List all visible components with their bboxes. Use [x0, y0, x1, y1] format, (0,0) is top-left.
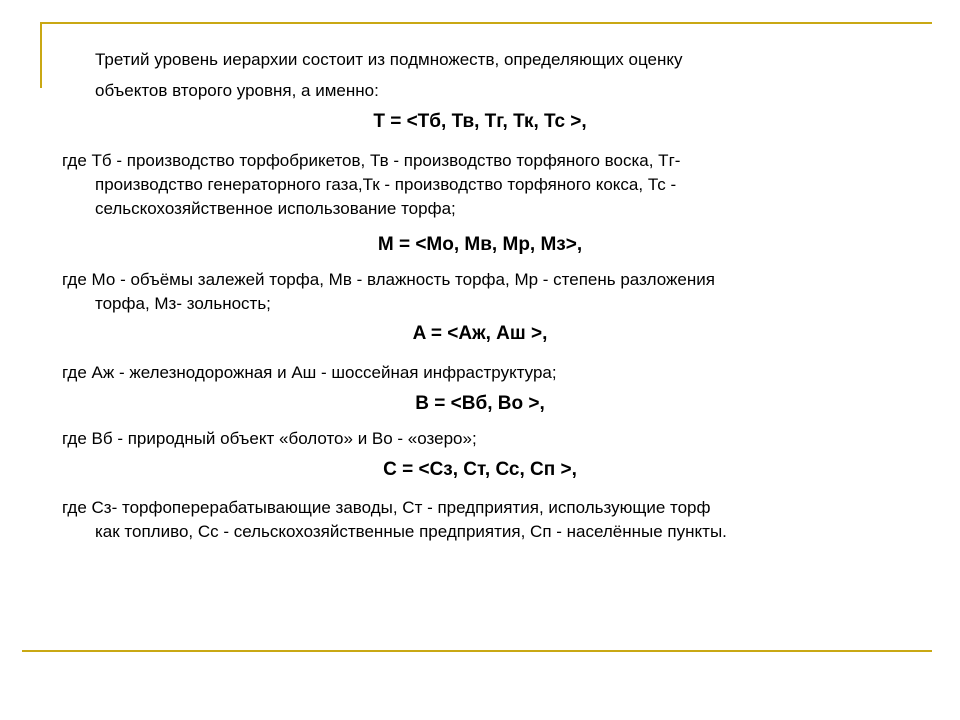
- definition-b-line-1: где Вб - природный объект «болото» и Во - «озеро»;: [62, 429, 477, 448]
- definition-m-line-2: торфа, Мз- зольность;: [95, 294, 271, 313]
- bottom-divider: [22, 650, 932, 652]
- formula-m: M = <Мо, Мв, Мр, Мз>,: [377, 234, 583, 255]
- top-divider: [40, 22, 932, 24]
- definition-t-line-3: сельскохозяйственное использование торфа;: [95, 199, 456, 218]
- definition-c-line-1: где Сз- торфоперерабатывающие заводы, Ст - предприятия, использующие торф: [62, 498, 711, 517]
- formula-t: T = <Tб, Тв, Тг, Тк, Тс >,: [373, 111, 587, 132]
- formula-a: A = <Аж, Аш >,: [412, 323, 548, 344]
- definition-t-line-2: производство генераторного газа,Тк - производство торфяного кокса, Тс -: [95, 175, 677, 194]
- formula-b: B = <Вб, Во >,: [415, 393, 545, 414]
- definition-m-line-1: где Мо - объёмы залежей торфа, Мв - влажность торфа, Мр - степень разложения: [62, 270, 715, 289]
- formula-c: C = <Сз, Ст, Сс, Сп >,: [383, 459, 577, 480]
- left-divider: [40, 22, 42, 88]
- definition-c-line-2: как топливо, Сс - сельскохозяйственные предприятия, Сп - населённые пункты.: [95, 522, 727, 541]
- intro-line-1: Третий уровень иерархии состоит из подмножеств, определяющих оценку: [95, 50, 683, 69]
- intro-line-2: объектов второго уровня, а именно:: [95, 81, 379, 100]
- definition-t-line-1: где Тб - производство торфобрикетов, Тв - производство торфяного воска, Тг-: [62, 151, 681, 170]
- definition-a-line-1: где Аж - железнодорожная и Аш - шоссейная инфраструктура;: [62, 363, 557, 382]
